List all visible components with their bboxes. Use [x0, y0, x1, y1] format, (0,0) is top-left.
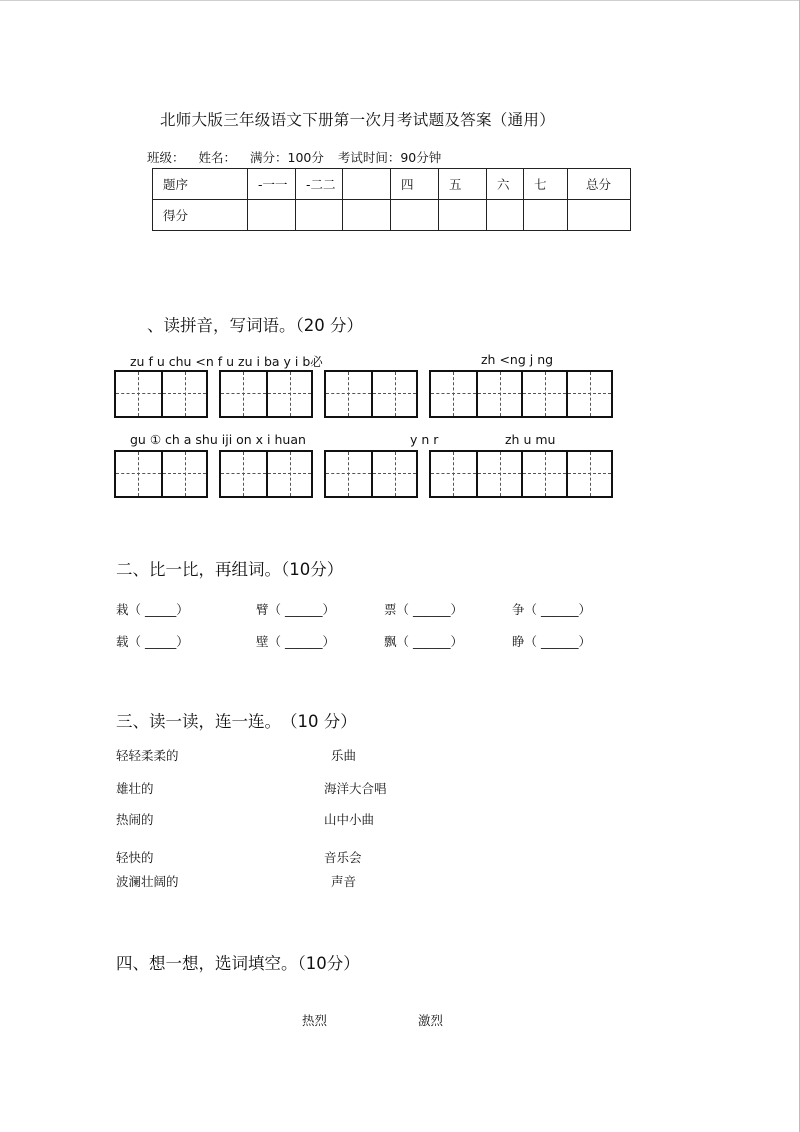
section2-heading: 二、比一比，再组词。（10分） [116, 560, 344, 579]
compare-item: 载（ _____） [116, 634, 189, 649]
compare-item: 睁（ ______） [512, 634, 591, 649]
writing-cell [431, 452, 476, 496]
writing-cell [161, 372, 206, 416]
exam-time-label: 考试时间：90分钟 [337, 150, 442, 165]
match-right-item: 海洋大合唱 [324, 781, 387, 796]
match-left-item: 热闹的 [116, 812, 154, 827]
match-right-item: 乐曲 [331, 748, 357, 763]
writing-cell [431, 372, 476, 416]
compare-item: 壁（ ______） [256, 634, 335, 649]
score-cell [568, 200, 631, 231]
writing-cell [476, 372, 521, 416]
score-cell [296, 200, 343, 231]
compare-item: 臂（ ______） [256, 602, 335, 617]
writing-grid [429, 450, 613, 498]
writing-grid [219, 370, 313, 418]
pinyin-row2-b: y n r [410, 432, 439, 447]
section4-heading: 四、想一想，选词填空。（10分） [116, 954, 360, 973]
writing-cell [266, 372, 311, 416]
score-table-cell: 五 [439, 169, 487, 200]
match-left-item: 雄壮的 [116, 781, 154, 796]
match-right-item: 音乐会 [324, 850, 362, 865]
score-row-label: 得分 [153, 200, 248, 231]
score-table-cell: 题序 [153, 169, 248, 200]
pinyin-row2-a: gu ① ch a shu iji on x i huan [130, 432, 306, 447]
score-table-cell: 四 [391, 169, 439, 200]
score-table-cell [343, 169, 391, 200]
compare-item: 票（ ______） [384, 602, 463, 617]
exam-meta [147, 148, 451, 166]
writing-grid [429, 370, 613, 418]
writing-cell [371, 452, 416, 496]
score-table-cell: 六 [487, 169, 524, 200]
pinyin-row2-c: zh u mu [505, 432, 556, 447]
writing-grid [114, 370, 208, 418]
writing-cell [161, 452, 206, 496]
pinyin-row1-a: zu f u chu <n f u zu i ba y i b必 [130, 354, 323, 369]
writing-cell [266, 452, 311, 496]
match-left-item: 轻轻柔柔的 [116, 748, 179, 763]
score-table-score-row [153, 200, 631, 231]
exam-title: 北师大版三年级语文下册第一次月考试题及答案（通用） [160, 111, 556, 129]
writing-grid [219, 450, 313, 498]
writing-cell [221, 372, 266, 416]
word-choice: 热烈 [302, 1013, 328, 1028]
name-label: 姓名： [198, 150, 237, 165]
writing-cell [221, 452, 266, 496]
compare-item: 争（ ______） [512, 602, 591, 617]
match-right-item: 山中小曲 [324, 812, 375, 827]
writing-grid [324, 370, 418, 418]
writing-grid [324, 450, 418, 498]
score-table-header-row [153, 169, 631, 200]
writing-cell [476, 452, 521, 496]
score-cell [524, 200, 568, 231]
word-choice: 激烈 [418, 1013, 444, 1028]
writing-cell [116, 452, 161, 496]
score-table-cell: 总分 [568, 169, 631, 200]
writing-cell [116, 372, 161, 416]
compare-item: 飘（ ______） [384, 634, 463, 649]
score-table-cell: 七 [524, 169, 568, 200]
writing-cell [326, 372, 371, 416]
score-cell [439, 200, 487, 231]
writing-cell [521, 452, 566, 496]
full-score-label: 满分：100分 [250, 150, 324, 165]
match-left-item: 波澜壮阔的 [116, 874, 179, 889]
writing-cell [326, 452, 371, 496]
class-label: 班级： [147, 150, 185, 165]
score-table-cell: -二二 [296, 169, 343, 200]
score-table [152, 168, 631, 231]
compare-item: 栽（ _____） [116, 602, 189, 617]
match-left-item: 轻快的 [116, 850, 154, 865]
writing-cell [566, 452, 611, 496]
score-cell [248, 200, 296, 231]
writing-cell [371, 372, 416, 416]
section3-heading: 三、读一读，连一连。 （10 分） [116, 712, 357, 731]
score-cell [391, 200, 439, 231]
score-cell [487, 200, 524, 231]
pinyin-row1-b: zh <ng j ng [481, 352, 554, 367]
writing-cell [566, 372, 611, 416]
section1-heading: 、读拼音，写词语。（20 分） [147, 316, 363, 335]
writing-cell [521, 372, 566, 416]
writing-grid [114, 450, 208, 498]
score-table-cell: -一一 [248, 169, 296, 200]
match-right-item: 声音 [331, 874, 357, 889]
score-cell [343, 200, 391, 231]
page-top-border [0, 0, 800, 1]
